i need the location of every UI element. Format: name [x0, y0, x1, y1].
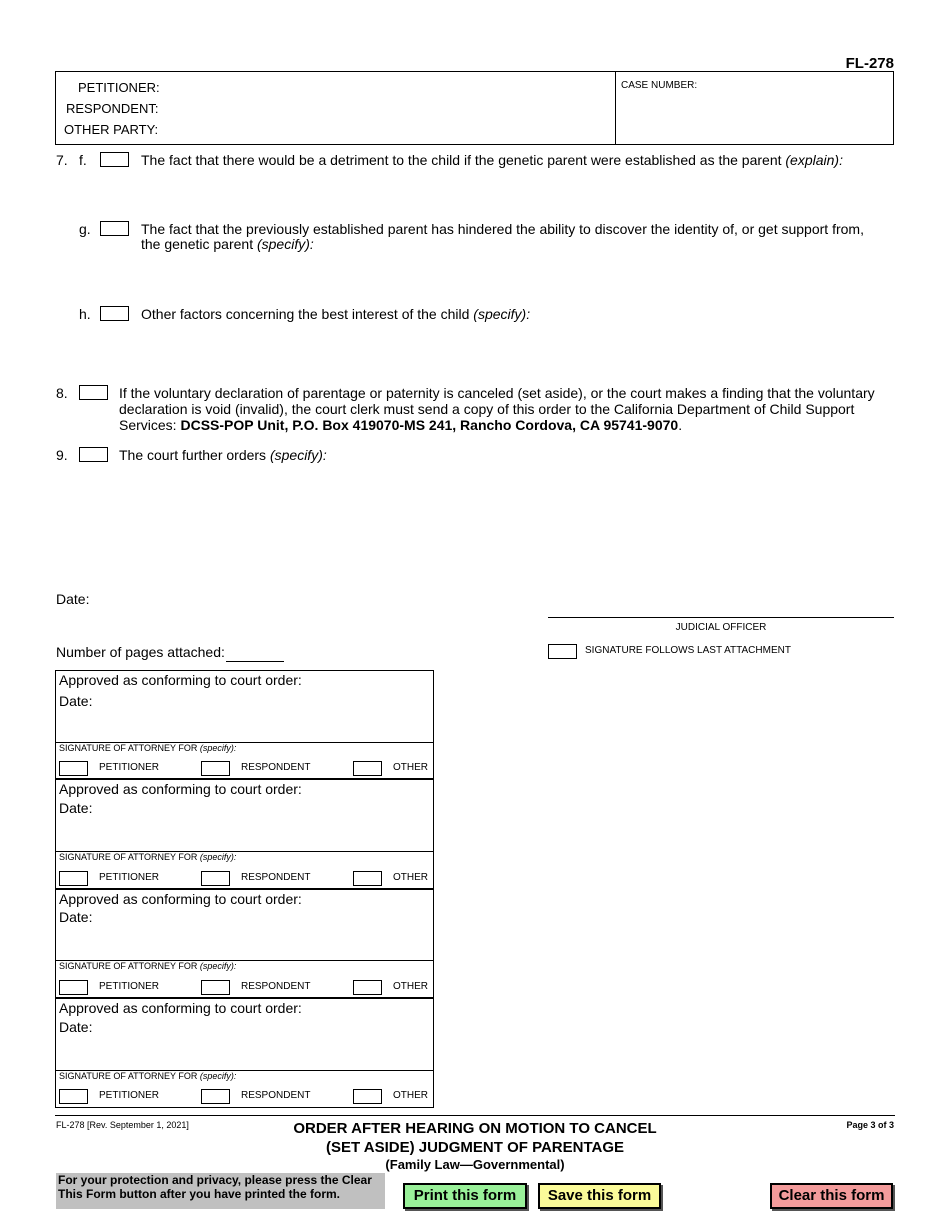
other-checkbox[interactable] — [353, 761, 382, 776]
other-option-label: OTHER — [393, 872, 428, 883]
approval-block-2 — [55, 779, 434, 889]
attorney-signature-label: SIGNATURE OF ATTORNEY FOR (specify): — [59, 1071, 237, 1081]
item-7h-letter: h. — [79, 306, 91, 322]
judicial-officer-label: JUDICIAL OFFICER — [675, 622, 767, 633]
item-9-number: 9. — [56, 447, 68, 463]
respondent-checkbox[interactable] — [201, 871, 230, 886]
save-form-button[interactable]: Save this form — [538, 1183, 661, 1209]
respondent-checkbox[interactable] — [201, 761, 230, 776]
respondent-checkbox[interactable] — [201, 1089, 230, 1104]
case-number-label: CASE NUMBER: — [621, 80, 698, 91]
dcss-address: DCSS-POP Unit, P.O. Box 419070-MS 241, Rancho Cordova, CA 95741-9070 — [180, 417, 679, 433]
petitioner-option-label: PETITIONER — [99, 872, 160, 883]
print-form-button[interactable]: Print this form — [403, 1183, 527, 1209]
approval-date-label: Date: — [59, 693, 93, 709]
sig-follows-label: SIGNATURE FOLLOWS LAST ATTACHMENT — [585, 645, 791, 656]
footer-rule — [55, 1115, 895, 1116]
other-checkbox[interactable] — [353, 1089, 382, 1104]
petitioner-option-label: PETITIONER — [99, 981, 160, 992]
petitioner-checkbox[interactable] — [59, 980, 88, 995]
item-7g-letter: g. — [79, 221, 91, 237]
sig-follows-checkbox[interactable] — [548, 644, 577, 659]
item-7g-text-line2: the genetic parent (specify): — [141, 236, 314, 252]
petitioner-checkbox[interactable] — [59, 871, 88, 886]
respondent-label: RESPONDENT: — [66, 101, 159, 116]
approval-block-3 — [55, 889, 434, 998]
petitioner-label: PETITIONER: — [78, 80, 160, 95]
page-number: Page 3 of 3 — [846, 1120, 894, 1130]
item-9-text: The court further orders (specify): — [119, 447, 327, 463]
other-option-label: OTHER — [393, 1090, 428, 1101]
form-number: FL-278 — [845, 55, 894, 72]
item-7f-text: The fact that there would be a detriment to the child if the genetic parent were established as the parent (explain): — [141, 152, 843, 168]
approval-date-label: Date: — [59, 909, 93, 925]
item-7g-checkbox[interactable] — [100, 221, 129, 236]
attorney-signature-label: SIGNATURE OF ATTORNEY FOR (specify): — [59, 852, 237, 862]
other-checkbox[interactable] — [353, 980, 382, 995]
approval-heading: Approved as conforming to court order: — [59, 672, 302, 688]
item-8-number: 8. — [56, 385, 68, 401]
respondent-option-label: RESPONDENT — [241, 872, 311, 883]
footer-title-line1: ORDER AFTER HEARING ON MOTION TO CANCEL — [293, 1120, 657, 1137]
respondent-checkbox[interactable] — [201, 980, 230, 995]
respondent-option-label: RESPONDENT — [241, 762, 311, 773]
footer-subtitle: (Family Law—Governmental) — [385, 1157, 565, 1172]
attorney-signature-label: SIGNATURE OF ATTORNEY FOR (specify): — [59, 743, 237, 753]
petitioner-checkbox[interactable] — [59, 1089, 88, 1104]
petitioner-option-label: PETITIONER — [99, 762, 160, 773]
caption-divider — [615, 72, 616, 144]
approval-heading: Approved as conforming to court order: — [59, 891, 302, 907]
item-7f-letter: f. — [79, 152, 87, 168]
approval-block-1 — [55, 670, 434, 779]
item-7h-text: Other factors concerning the best interest of the child (specify): — [141, 306, 531, 322]
item-7g-text-line1: The fact that the previously established parent has hindered the ability to discover the identity of, or get support from, — [141, 221, 864, 237]
privacy-notice: For your protection and privacy, please press the Clear This Form button after you have printed the form. — [56, 1173, 385, 1209]
revision-label: FL-278 [Rev. September 1, 2021] — [56, 1120, 189, 1130]
item-8-checkbox[interactable] — [79, 385, 108, 400]
attorney-signature-label: SIGNATURE OF ATTORNEY FOR (specify): — [59, 961, 237, 971]
item-7h-checkbox[interactable] — [100, 306, 129, 321]
other-checkbox[interactable] — [353, 871, 382, 886]
petitioner-option-label: PETITIONER — [99, 1090, 160, 1101]
petitioner-checkbox[interactable] — [59, 761, 88, 776]
item-7-number: 7. — [56, 152, 68, 168]
pages-attached-label: Number of pages attached: — [56, 644, 225, 660]
item-8-text-line1: If the voluntary declaration of parentage or paternity is canceled (set aside), or the court makes a finding that the voluntary — [119, 385, 875, 401]
other-party-label: OTHER PARTY: — [64, 122, 159, 137]
caption-box — [55, 71, 894, 145]
other-option-label: OTHER — [393, 981, 428, 992]
judicial-officer-signature-line[interactable] — [548, 617, 894, 618]
footer-title-line2: (SET ASIDE) JUDGMENT OF PARENTAGE — [325, 1139, 625, 1156]
clear-form-button[interactable]: Clear this form — [770, 1183, 893, 1209]
approval-heading: Approved as conforming to court order: — [59, 1000, 302, 1016]
item-8-text-line2: declaration is void (invalid), the court clerk must send a copy of this order to the California Department of Child Support — [119, 401, 855, 417]
respondent-option-label: RESPONDENT — [241, 1090, 311, 1101]
approval-block-4 — [55, 998, 434, 1108]
respondent-option-label: RESPONDENT — [241, 981, 311, 992]
item-7f-checkbox[interactable] — [100, 152, 129, 167]
item-8-text-line3: Services: DCSS-POP Unit, P.O. Box 419070-MS 241, Rancho Cordova, CA 95741-9070. — [119, 417, 683, 433]
approval-date-label: Date: — [59, 1019, 93, 1035]
item-9-checkbox[interactable] — [79, 447, 108, 462]
other-option-label: OTHER — [393, 762, 428, 773]
approval-heading: Approved as conforming to court order: — [59, 781, 302, 797]
approval-date-label: Date: — [59, 800, 93, 816]
order-date-label: Date: — [56, 591, 90, 607]
pages-attached-field[interactable] — [226, 661, 284, 662]
